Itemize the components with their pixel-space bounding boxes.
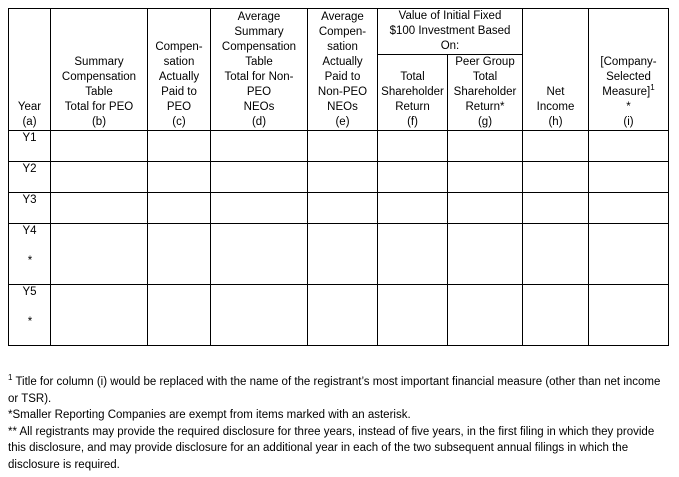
header-peer-group-total-shareholder-return [448,55,523,131]
empty-cell [308,131,378,162]
header-d-line: Summary [234,26,284,38]
header-c-line: sation [163,56,195,68]
year-cell [9,224,51,285]
header-a-line: Year [17,101,42,113]
empty-cell [378,162,448,193]
empty-cell [523,193,589,224]
empty-cell [523,285,589,346]
header-i-superscript: 1 [650,83,655,93]
table-row [9,162,669,193]
header-h-letter: (h) [548,116,563,128]
pay-versus-performance-table [8,8,669,346]
empty-cell [211,285,308,346]
empty-cell [378,224,448,285]
header-e-line: sation [327,41,358,53]
header-g-line: Return* [465,101,505,113]
year-label: Y1 [22,132,37,144]
year-label: Y4 [22,225,37,237]
year-label: Y3 [22,194,37,206]
year-cell [9,285,51,346]
year-asterisk: * [27,316,33,328]
empty-cell [308,224,378,285]
header-total-shareholder-return [378,55,448,131]
table-row [9,131,669,162]
empty-cell [448,162,523,193]
header-d-line: Table [245,56,273,68]
empty-cell [308,193,378,224]
header-f-line: Total [400,71,425,83]
header-summary-compensation-peo [51,9,148,131]
year-label: Y2 [22,163,37,175]
empty-cell [589,285,669,346]
empty-cell [378,193,448,224]
empty-cell [589,224,669,285]
header-e-line: Average [321,11,364,23]
empty-cell [448,131,523,162]
header-compensation-actually-paid-peo [148,9,211,131]
empty-cell [589,193,669,224]
header-e-line: Compen- [318,26,367,38]
header-d-line: Average [237,11,281,23]
year-cell [9,193,51,224]
header-h-line: Income [536,101,575,113]
header-c-line: Paid to [161,86,197,98]
empty-cell [51,131,148,162]
empty-cell [378,285,448,346]
header-average-compensation-actually-paid-non-peo [308,9,378,131]
year-label: Y5 [22,286,37,298]
empty-cell [148,193,211,224]
empty-cell [378,131,448,162]
header-e-line: Non-PEO [317,86,368,98]
header-c-line: Compen- [155,41,203,53]
header-e-line: Paid to [324,71,361,83]
header-company-selected-measure [589,9,669,131]
header-d-line: Compensation [221,41,297,53]
empty-cell [448,193,523,224]
header-net-income [523,9,589,131]
header-year [9,9,51,131]
header-f-letter: (f) [407,116,418,128]
footnote-1-marker: 1 [8,373,13,383]
empty-cell [51,285,148,346]
empty-cell [589,131,669,162]
empty-cell [148,285,211,346]
header-h-line: Net [546,86,565,98]
header-e-line: Actually [322,56,363,68]
header-f-line: Shareholder [381,86,444,98]
header-d-line: Total for Non- [224,71,294,83]
empty-cell [148,131,211,162]
empty-cell [51,224,148,285]
empty-cell [523,224,589,285]
footnote-double-asterisk: ** All registrants may provide the required disclosure for three years, instead of five years, in the first filing in which they provide this disclosure, and may provide disclosure for an additional year in each of the two subsequent annual filings in which the disclosure is required. [8,425,655,471]
header-g-line: Total [472,71,498,83]
header-i-star: * [626,101,631,113]
empty-cell [448,285,523,346]
table-row [9,285,669,346]
empty-cell [51,162,148,193]
footnote-asterisk: *Smaller Reporting Companies are exempt from items marked with an asterisk. [8,409,411,421]
header-b-letter: (b) [91,116,107,128]
table-row [9,193,669,224]
empty-cell [523,162,589,193]
header-c-letter: (c) [172,116,186,128]
empty-cell [51,193,148,224]
empty-cell [211,193,308,224]
empty-cell [308,162,378,193]
header-d-line: NEOs [243,101,275,113]
year-asterisk: * [27,255,33,267]
header-c-line: Actually [158,71,200,83]
year-cell [9,162,51,193]
header-e-letter: (e) [335,116,350,128]
header-i-letter: (i) [623,116,634,128]
header-average-summary-compensation-non-peo [211,9,308,131]
header-b-line: Compensation [61,71,137,83]
header-i-line-text: Measure] [602,86,651,98]
header-b-line: Total for PEO [64,101,134,113]
header-f-line: Return [395,101,430,113]
empty-cell [148,224,211,285]
header-i-line: [Company- [600,56,657,68]
header-g-letter: (g) [477,116,493,128]
header-e-line: NEOs [327,101,358,113]
header-value-initial-investment-group [378,9,523,55]
header-g-line: Shareholder [453,86,517,98]
footnote-1-text: Title for column (i) would be replaced with the name of the registrant’s most important financial measure (other than net income or TSR). [8,376,661,405]
header-fg_group-line: Value of Initial Fixed [398,10,502,22]
empty-cell [308,285,378,346]
header-d-letter: (d) [251,116,267,128]
empty-cell [448,224,523,285]
empty-cell [523,131,589,162]
footnote-1 [8,374,672,407]
header-a-letter: (a) [22,116,37,128]
empty-cell [211,224,308,285]
header-i-line: Selected [606,71,651,83]
header-fg_group-line: On: [440,40,460,52]
year-cell [9,131,51,162]
header-fg_group-line: $100 Investment Based [389,25,511,37]
empty-cell [589,162,669,193]
empty-cell [148,162,211,193]
empty-cell [211,131,308,162]
empty-cell [211,162,308,193]
header-g-line: Peer Group [455,56,515,68]
header-i-line [591,85,666,100]
header-d-line: PEO [246,86,272,98]
table-row [9,224,669,285]
header-c-line: PEO [166,101,192,113]
table-body [9,131,669,346]
header-b-line: Summary [74,56,124,68]
footnotes [8,374,672,473]
header-b-line: Table [85,86,113,98]
